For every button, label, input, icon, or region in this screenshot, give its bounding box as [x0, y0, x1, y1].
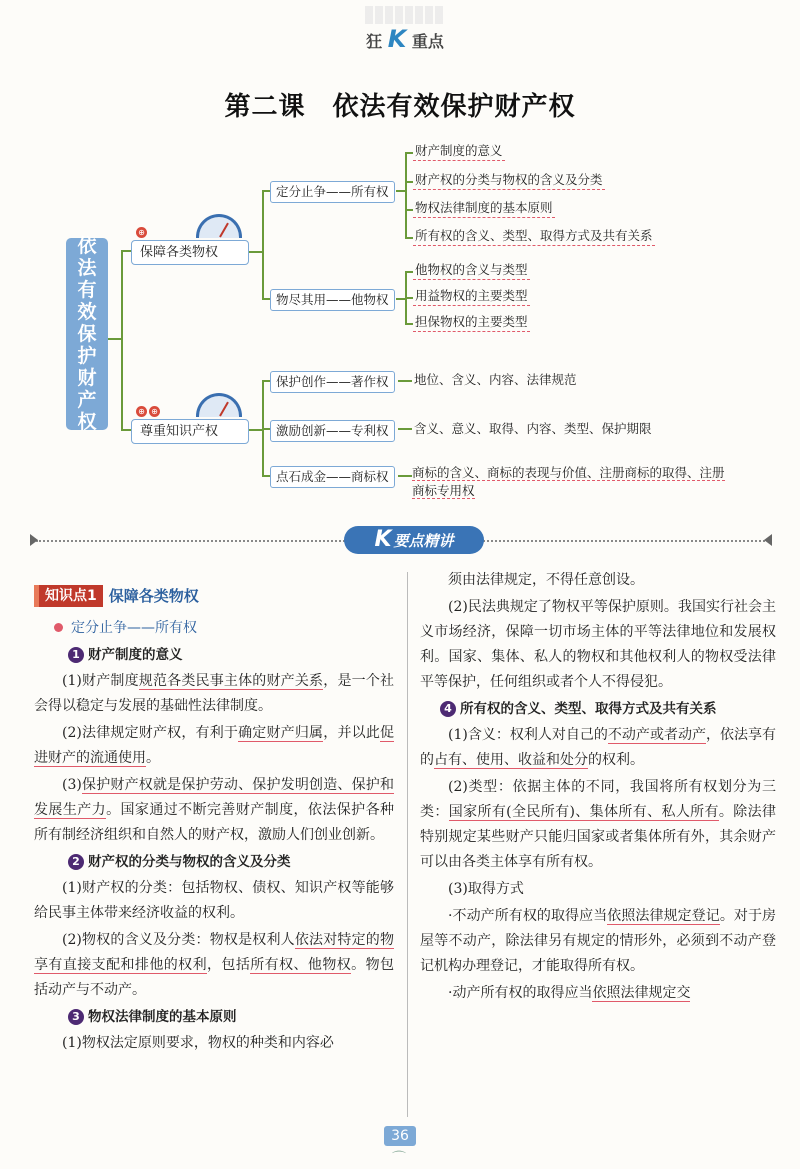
- connector: [262, 380, 270, 382]
- connector: [262, 298, 270, 300]
- paragraph: (2)物权的含义及分类：物权是权利人依法对特定的物享有直接支配和排他的权利，包括所有权、他物权。物包括动产与不动产。: [34, 932, 395, 998]
- group-copyright: 保护创作——著作权: [270, 371, 395, 393]
- knowledge-point-name: 保障各类物权: [108, 586, 199, 605]
- connector: [262, 190, 264, 300]
- k-logo: K: [387, 25, 407, 53]
- group-patent: 激励创新——专利权: [270, 420, 395, 442]
- group-other-rights: 物尽其用——他物权: [270, 289, 395, 311]
- connector: [262, 475, 270, 477]
- column-separator: [407, 572, 408, 1117]
- connector: [249, 251, 263, 253]
- connector: [398, 475, 412, 477]
- paragraph: ·不动产所有权的取得应当依照法律规定登记。对于房屋等不动产，除法律另有规定的情形外，必须到不动产登记机构办理登记，才能取得所有权。: [420, 908, 777, 974]
- connector: [121, 429, 131, 431]
- group-ownership: 定分止争——所有权: [270, 181, 395, 203]
- leaf-item: 含义、意义、取得、内容、类型、保护期限: [414, 421, 652, 436]
- knowledge-point-heading: [34, 584, 394, 608]
- bullet-icon: [54, 623, 63, 632]
- paragraph: (1)物权法定原则要求，物权的种类和内容必: [62, 1035, 334, 1051]
- connector: [405, 152, 413, 154]
- paragraph: (3)保护财产权就是保护劳动、保护发明创造、保护和发展生产力。国家通过不断完善财产制度，依法保护各种所有制经济组织和自然人的财产权，激励人们创业创新。: [34, 777, 395, 843]
- arrow-right-icon: [764, 534, 772, 546]
- connector: [405, 181, 413, 183]
- header-left: 狂: [366, 32, 383, 51]
- paragraph: (2)类型：依据主体的不同，我国将所有权划分为三类：国家所有(全民所有)、集体所有、私人所有。除法律特别规定某些财产只能归国家或者集体所有外，其余财产可以由各类主体享有所有权。: [420, 779, 777, 870]
- leaf-item: 他物权的含义与类型: [413, 262, 530, 280]
- connector: [262, 190, 270, 192]
- section-heading: 2 财产权的分类与物权的含义及分类: [68, 850, 394, 874]
- paragraph: (1)含义：权利人对自己的不动产或者动产，依法享有的占有、使用、收益和处分的权利。: [420, 727, 777, 768]
- connector: [249, 429, 263, 431]
- paragraph: (2)民法典规定了物权平等保护原则。我国实行社会主义市场经济，保障一切市场主体的平等法律地位和发展权利。国家、集体、私人的物权和其他权利人的物权受法律平等保护，任何组织或者个人不得侵犯。: [420, 599, 776, 690]
- connector: [405, 152, 407, 238]
- header-right: 重点: [411, 32, 444, 51]
- branch-property-rights: [131, 228, 249, 265]
- leaf-item: 担保物权的主要类型: [413, 314, 530, 332]
- mindmap-root: 依 法 有 效 保 护 财 产 权: [66, 238, 108, 430]
- plus-icon: ⊕: [149, 406, 160, 417]
- connector: [405, 209, 413, 211]
- paragraph: ·动产所有权的取得应当依照法律规定交: [448, 985, 691, 1001]
- plus-icon: ⊕: [136, 227, 147, 238]
- section-heading: 4 所有权的含义、类型、取得方式及共有关系: [420, 697, 776, 721]
- connector: [398, 428, 412, 430]
- leaf-item: 所有权的含义、类型、取得方式及共有关系: [413, 228, 655, 246]
- leaf-item: 财产制度的意义: [413, 143, 505, 161]
- connector: [121, 250, 123, 430]
- branch-ip-rights: [131, 407, 249, 444]
- paragraph: (1)财产制度规范各类民事主体的财产关系，是一个社会得以稳定与发展的基础性法律制度。: [34, 673, 395, 714]
- leaf-item: 用益物权的主要类型: [413, 288, 530, 306]
- number-2-icon: 2: [68, 854, 84, 870]
- left-column: [34, 582, 394, 1058]
- number-3-icon: 3: [68, 1009, 84, 1025]
- section-heading: 3 物权法律制度的基本原则: [68, 1005, 394, 1029]
- leaf-item: 商标的含义、商标的表现与价值、注册商标的取得、注册 商标专用权: [412, 465, 725, 498]
- branch-label: 尊重知识产权: [140, 424, 219, 439]
- connector: [398, 380, 412, 382]
- connector: [262, 428, 270, 430]
- gauge-icon: [196, 214, 242, 238]
- paragraph: (1)财产权的分类：包括物权、债权、知识产权等能够给民事主体带来经济收益的权利。: [34, 880, 394, 921]
- plus-icon: ⊕: [136, 406, 147, 417]
- connector: [121, 250, 131, 252]
- paragraph: (3)取得方式: [448, 881, 524, 897]
- leaf-item: 物权法律制度的基本原则: [413, 200, 555, 218]
- paragraph: 须由法律规定，不得任意创设。: [448, 572, 644, 588]
- connector: [405, 237, 413, 239]
- right-column: [420, 568, 776, 1008]
- group-trademark: 点石成金——商标权: [270, 466, 395, 488]
- number-4-icon: 4: [440, 701, 456, 717]
- page-title: 第二课 依法有效保护财产权: [224, 92, 576, 122]
- k-logo: K: [374, 527, 392, 552]
- section-heading: 1 财产制度的意义: [68, 643, 394, 667]
- connector: [405, 323, 413, 325]
- branch-label: 保障各类物权: [140, 245, 219, 260]
- gauge-icon: [196, 393, 242, 417]
- paragraph: (2)法律规定财产权，有利于确定财产归属，并以此促进财产的流通使用。: [34, 725, 395, 766]
- arrow-left-icon: [30, 534, 38, 546]
- subtopic-heading: 定分止争——所有权: [54, 616, 394, 641]
- knowledge-point-tag: 知识点1: [34, 585, 103, 607]
- section-banner: [344, 526, 484, 554]
- bird-icon: ⌒: [392, 1151, 406, 1167]
- leaf-item: 财产权的分类与物权的含义及分类: [413, 172, 605, 190]
- connector: [405, 271, 413, 273]
- banner-label: 要点精讲: [393, 532, 454, 550]
- page-number: 36: [384, 1126, 416, 1146]
- leaf-item: 地位、含义、内容、法律规范: [414, 372, 577, 387]
- header-badge: [360, 22, 450, 56]
- connector: [108, 338, 122, 340]
- number-1-icon: 1: [68, 647, 84, 663]
- connector: [405, 297, 413, 299]
